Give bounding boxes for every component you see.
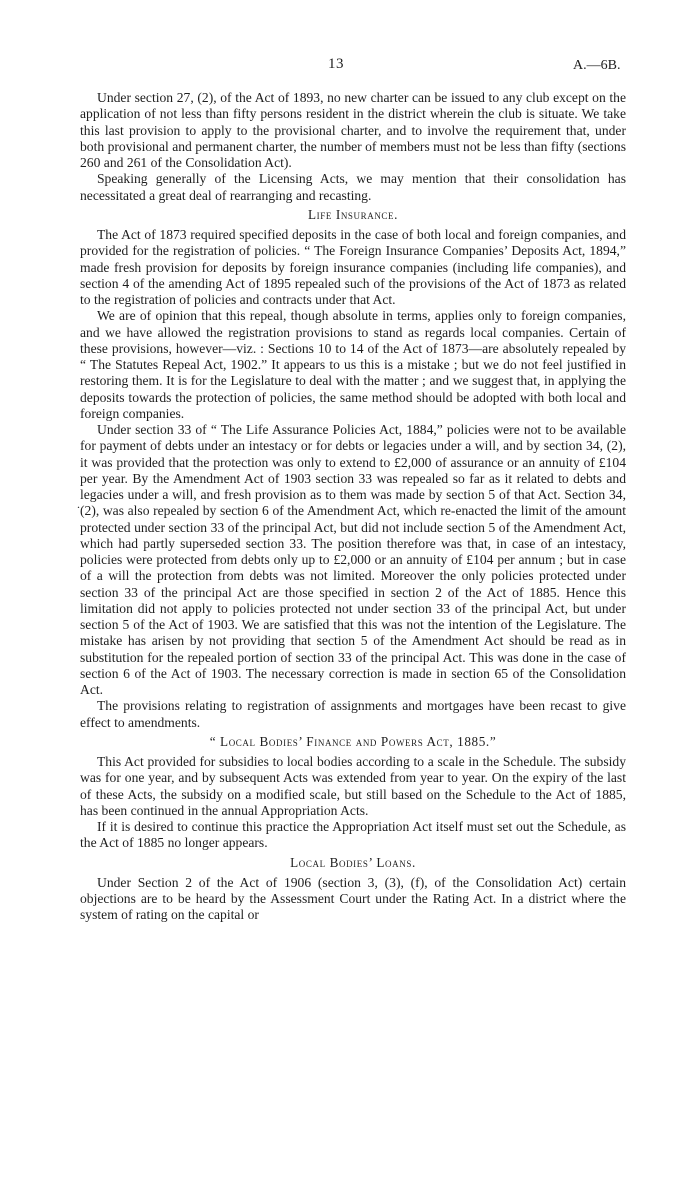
paragraph-act-1873-deposits: The Act of 1873 required specified deposits in the case of both local and foreign companies, and provided for the registration of policies. “ The Foreign Insurance Companies’ Deposits Act, 1894,” made fresh provision for deposits by foreign insurance companies (including life companies), and section 4 of the amending Act of 1895 repealed such of the provisions of the Act of 1873 as related to the registration of policies and contracts under that Act.: [80, 227, 626, 307]
paragraph-subsidies: This Act provided for subsidies to local bodies according to a scale in the Schedule. The subsidy was for one year, and by subsequent Acts was extended from year to year. On the expiry of the last of these Acts, the subsidy on a modified scale, but still based on the Schedule to the Act of 1885, has been continued in the annual Appropriation Acts.: [80, 754, 626, 818]
heading-local-bodies-finance: “ Local Bodies’ Finance and Powers Act, 1885.”: [209, 733, 497, 749]
paragraph-appropriation-act: If it is desired to continue this practice the Appropriation Act itself must set out the Schedule, as the Act of 1885 no longer appears.: [80, 819, 626, 851]
paragraph-registration-assignments: The provisions relating to registration of assignments and mortgages have been recast to give effect to amendments.: [80, 698, 626, 730]
page-number: 13: [328, 56, 344, 72]
margin-mark: .: [77, 497, 80, 511]
heading-life-insurance: Life Insurance.: [307, 206, 399, 222]
document-body: [80, 90, 626, 924]
document-reference: A.—6B.: [573, 58, 621, 73]
paragraph-club-charter: Under section 27, (2), of the Act of 1893, no new charter can be issued to any club except on the application of not less than fifty persons resident in the district wherein the club is situate. We take this last provision to apply to the provisional charter, and to involve the requirement that, under both provisional and permanent charter, the number of members must not be less than fifty (sections 260 and 261 of the Consolidation Act).: [80, 90, 626, 170]
paragraph-licensing-acts: Speaking generally of the Licensing Acts, we may mention that their consolidation has necessitated a great deal of rearranging and recasting.: [80, 171, 626, 203]
paragraph-repeal-opinion: We are of opinion that this repeal, though absolute in terms, applies only to foreign companies, and we have allowed the registration provisions to stand as regards local companies. Certain of these provisions, however—viz. : Sections 10 to 14 of the Act of 1873—are absolutely repealed by “ The Statutes Repeal Act, 1902.” It appears to us this is a mistake ; but we do not feel justified in restoring them. It is for the Legislature to deal with the matter ; and we suggest that, in applying the deposits towards the protection of policies, the same method should be adopted with both local and foreign companies.: [80, 308, 626, 421]
heading-local-bodies-loans: Local Bodies’ Loans.: [290, 854, 416, 870]
paragraph-life-assurance-policies: Under section 33 of “ The Life Assurance Policies Act, 1884,” policies were not to be available for payment of debts under an intestacy or for debts or legacies under a will, and by section 34, (2), it was provided that the protection was only to extend to £2,000 of assurance or an annuity of £104 per year. By the Amendment Act of 1903 section 33 was repealed so far as it related to debts and legacies under a will, and fresh provision as to them was made by section 5 of that Act. Section 34, (2), was also repealed by section 6 of the Amendment Act, which re-enacted the limit of the amount protected under section 33 of the principal Act, but did not include section 5 of the Amendment Act, which had partly superseded section 33. The position therefore was that, in case of an intestacy, policies were protected from debts only up to £2,000 or an annuity of £104 per annum ; but in case of a will the protection from debts was not limited. Moreover the only policies protected under section 33 of the principal Act are those specified in section 2 of the Act of 1885. Hence this limitation did not apply to policies protected not under section 33 of the principal Act, but under section 5 of the Act of 1903. We are satisfied that this was not the intention of the Legislature. The mistake has arisen by not providing that section 5 of the Amendment Act should be read as in substitution for the repealed portion of section 33 of the principal Act. This was done in the case of section 6 of the Act of 1903. The necessary correction is made in section 65 of the Consolidation Act.: [80, 422, 626, 697]
paragraph-assessment-court: Under Section 2 of the Act of 1906 (section 3, (3), (f), of the Consolidation Act) certain objections are to be heard by the Assessment Court under the Rating Act. In a district where the system of rating on the capital or: [80, 874, 626, 923]
